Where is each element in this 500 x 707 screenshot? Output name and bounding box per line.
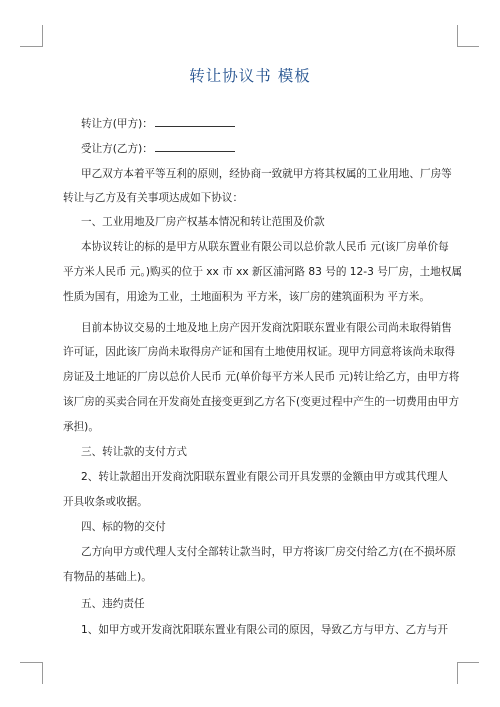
body-line: 平方米人民币 元。)购买的位于 xx 市 xx 新区浦河路 83 号的 12-3 号厂房，土地权属 xyxy=(63,266,462,278)
body-line: 有物品的基础上)。 xyxy=(63,571,152,583)
body-line: 开具收条或收据。 xyxy=(63,496,148,508)
section-heading: 四、标的物的交付 xyxy=(81,521,166,533)
transferee-line xyxy=(81,141,466,156)
transferor-line xyxy=(81,116,466,131)
transferor-label: 转让方(甲方)： xyxy=(81,118,153,130)
body-line: 承担)。 xyxy=(63,421,99,433)
body-line: 目前本协议交易的土地及地上房产因开发商沈阳联东置业有限公司尚未取得销售 xyxy=(81,322,452,334)
body-line: 乙方向甲方或代理人支付全部转让款当时，甲方将该厂房交付给乙方(在不损坏原 xyxy=(81,546,456,558)
body-line: 房证及土地证的厂房以总价人民币 元(单价每平方米人民币 元)转让给乙方，由甲方将 xyxy=(63,371,460,383)
section-heading: 三、转让款的支付方式 xyxy=(81,446,187,458)
crop-mark-top-left xyxy=(42,25,43,47)
section-heading: 五、违约责任 xyxy=(81,598,145,610)
document-title: 转让协议书 模板 xyxy=(189,67,311,85)
body-line: 转让与乙方及有关事项达成如下协议： xyxy=(63,192,244,204)
crop-mark-bottom-right xyxy=(457,662,479,663)
body-line: 本协议转让的标的是甲方从联东置业有限公司以总价款人民币 元(该厂房单价每 xyxy=(81,241,449,253)
body-line: 性质为国有，用途为工业，土地面积为 平方米，该厂房的建筑面积为 平方米。 xyxy=(63,291,430,303)
crop-mark-top-right xyxy=(457,25,458,47)
body-line: 该厂房的买卖合同在开发商处直接变更到乙方名下(变更过程中产生的一切费用由甲方 xyxy=(63,396,460,408)
body-line: 2、转让款超出开发商沈阳联东置业有限公司开具发票的金额由甲方或其代理人 xyxy=(81,471,448,483)
crop-mark-top-left xyxy=(20,46,42,47)
crop-mark-bottom-left xyxy=(20,662,42,663)
crop-mark-top-right xyxy=(457,46,479,47)
body-line: 1、如甲方或开发商沈阳联东置业有限公司的原因，导致乙方与甲方、乙方与开 xyxy=(81,624,448,636)
section-heading: 一、工业用地及厂房产权基本情况和转让范围及价款 xyxy=(81,216,325,228)
crop-mark-bottom-left xyxy=(42,662,43,684)
transferor-blank[interactable] xyxy=(155,116,235,127)
body-line: 许可证，因此该厂房尚未取得房产证和国有土地使用权证。现甲方同意将该尚未取得 xyxy=(63,346,455,358)
crop-mark-bottom-right xyxy=(457,662,458,684)
transferee-label: 受让方(乙方)： xyxy=(81,143,153,155)
body-line: 甲乙双方本着平等互利的原则，经协商一致就甲方将其权属的工业用地、厂房等 xyxy=(81,168,452,180)
transferee-blank[interactable] xyxy=(155,141,235,152)
